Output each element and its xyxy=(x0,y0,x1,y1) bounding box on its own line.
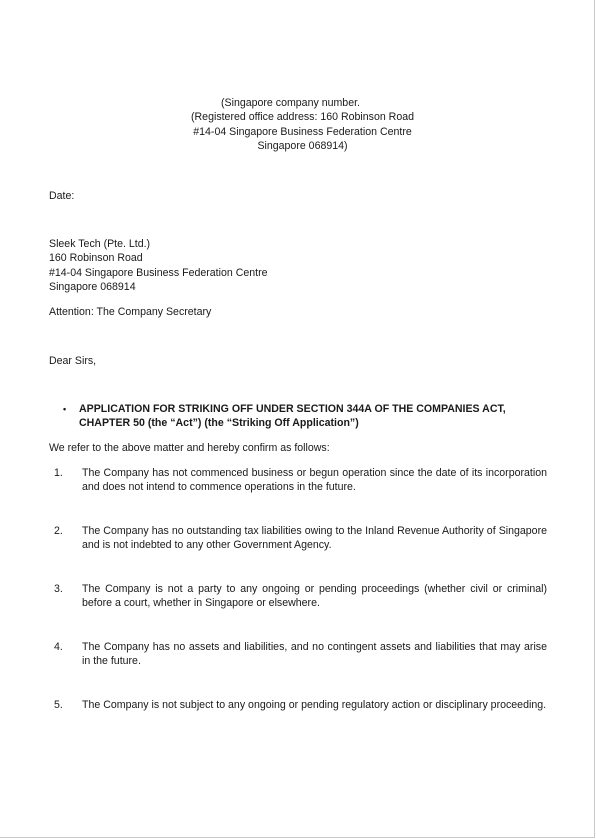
item-text: The Company is not a party to any ongoing or pending proceedings (whether civil or criminal) before a court, whether in Singapore or elsewhere. xyxy=(82,583,547,610)
recipient-line-name: Sleek Tech (Pte. Ltd.) xyxy=(49,238,151,250)
confirmation-item-3 xyxy=(49,582,547,611)
recipient-address xyxy=(49,237,268,294)
item-number: 2. xyxy=(54,525,63,537)
item-text: The Company has no assets and liabilities, and no contingent assets and liabilities that may arise in the future. xyxy=(82,641,547,668)
recipient-line-street: 160 Robinson Road xyxy=(49,252,143,265)
confirmation-item-2 xyxy=(49,524,547,553)
confirmation-item-5 xyxy=(49,698,547,712)
attention-line: Attention: The Company Secretary xyxy=(49,306,212,318)
salutation: Dear Sirs, xyxy=(49,355,97,367)
header-line-company-number: (Singapore company number. xyxy=(221,97,360,109)
date-label: Date: xyxy=(49,190,75,202)
item-text: The Company is not subject to any ongoing or pending regulatory action or disciplinary proceeding. xyxy=(82,699,547,711)
subject-line-2: CHAPTER 50 (the “Act”) (the “Striking Off Application”) xyxy=(79,417,359,430)
company-header xyxy=(150,96,455,153)
item-number: 1. xyxy=(54,467,63,479)
recipient-line-postal: Singapore 068914 xyxy=(49,280,136,293)
confirmation-item-4 xyxy=(49,640,547,669)
header-line-building: #14-04 Singapore Business Federation Centre xyxy=(193,125,412,138)
recipient-line-building: #14-04 Singapore Business Federation Centre xyxy=(49,266,268,279)
confirmation-item-1 xyxy=(49,466,547,495)
item-number: 5. xyxy=(54,699,63,711)
item-text: The Company has not commenced business or begun operation since the date of its incorporation and does not intend to commence operations in the future. xyxy=(82,467,547,494)
subject-heading xyxy=(63,402,523,431)
intro-paragraph: We refer to the above matter and hereby confirm as follows: xyxy=(49,442,330,454)
bullet-icon: • xyxy=(63,404,67,414)
subject-line-1: APPLICATION FOR STRIKING OFF UNDER SECTION 344A OF THE COMPANIES ACT, xyxy=(79,403,506,415)
item-number: 4. xyxy=(54,641,63,653)
header-line-postal: Singapore 068914) xyxy=(257,139,348,152)
item-text: The Company has no outstanding tax liabilities owing to the Inland Revenue Authority of Singapore and is not indebted to any other Government Agency. xyxy=(82,525,547,552)
header-line-registered-office: (Registered office address: 160 Robinson Road xyxy=(191,111,414,124)
item-number: 3. xyxy=(54,583,63,595)
